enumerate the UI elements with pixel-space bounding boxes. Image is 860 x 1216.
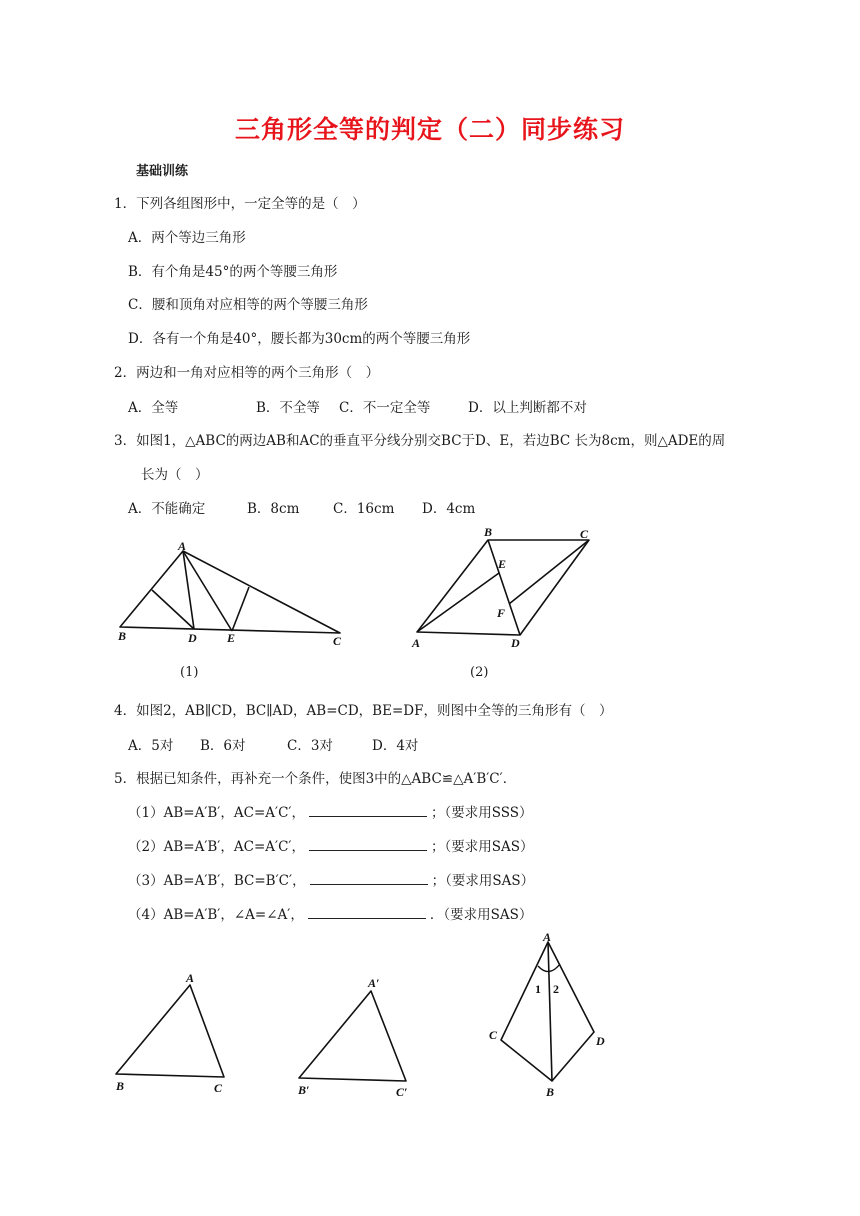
- q5-item-4-end: ．: [429, 907, 444, 923]
- q5-item-3-end: ；: [431, 873, 446, 889]
- q4-option-c: C．3对: [287, 738, 333, 754]
- q5-item-2-end: ；: [430, 839, 445, 855]
- q4-option-b: B．6对: [200, 738, 246, 754]
- q4-option-d: D．4对: [372, 738, 419, 754]
- fig1-label-b: B: [118, 629, 127, 643]
- q3-option-b: B．8cm: [247, 501, 300, 517]
- q3-option-c: C．16cm: [333, 501, 395, 517]
- q2-stem: 2．两边和一角对应相等的两个三角形（ ）: [114, 365, 380, 381]
- q2-option-d: D．以上判断都不对: [468, 400, 587, 416]
- fig2-label-d: D: [511, 636, 520, 650]
- q1-stem: 1．下列各组图形中，一定全等的是（ ）: [114, 196, 366, 212]
- q2-option-c: C．不一定全等: [339, 400, 431, 416]
- fig3b-label-a: A′: [368, 976, 380, 990]
- q4-stem: 4．如图2，AB∥CD，BC∥AD，AB=CD，BE=DF，则图中全等的三角形有（ ）: [114, 703, 613, 719]
- page-title: 三角形全等的判定（二）同步练习: [234, 115, 625, 144]
- fig3c-kite: [501, 942, 594, 1081]
- q5-item-1-condition: （1）AB=A′B′，AC=A′C′，: [128, 805, 305, 821]
- fig3c-label-d: D: [596, 1034, 605, 1048]
- q5-item-4-requirement: （要求用SAS）: [443, 907, 533, 923]
- q2-option-a: A．全等: [128, 400, 179, 416]
- q1-option-b: B．有个角是45°的两个等腰三角形: [128, 264, 338, 280]
- fig3b-label-c: C′: [396, 1085, 408, 1099]
- fig3c-label-c: C: [489, 1028, 498, 1042]
- q5-item-1-requirement: （要求用SSS）: [444, 805, 533, 821]
- fig1-label-e: E: [227, 631, 236, 645]
- fig3a-label-b: B: [116, 1079, 125, 1093]
- q3-option-d: D．4cm: [422, 501, 476, 517]
- fig3c-angle-2: 2: [553, 982, 559, 996]
- fig3a-label-a: A: [186, 971, 195, 985]
- fig2-caption: (2): [470, 665, 489, 680]
- q5-item-2-requirement: （要求用SAS）: [444, 839, 534, 855]
- fig3c-label-a: A: [543, 930, 552, 944]
- q4-option-a: A．5对: [128, 738, 174, 754]
- fig3a-label-c: C: [214, 1081, 223, 1095]
- q5-stem: 5．根据已知条件，再补充一个条件，使图3中的△ABC≌△A′B′C′．: [114, 771, 517, 787]
- q1-option-a: A．两个等边三角形: [128, 230, 246, 246]
- fig3b-label-b: B′: [298, 1083, 310, 1097]
- q5-item-2-condition: （2）AB=A′B′，AC=A′C′，: [128, 839, 305, 855]
- fig1-label-d: D: [188, 631, 197, 645]
- fig3c-line-ab: [548, 942, 552, 1081]
- section-heading: 基础训练: [136, 164, 189, 179]
- q5-item-3-condition: （3）AB=A′B′，BC=B′C′，: [128, 873, 306, 889]
- q3-option-a: A．不能确定: [128, 501, 206, 517]
- fig2-label-b: B: [484, 525, 493, 539]
- fig2-label-f: F: [497, 606, 506, 620]
- fig1-caption: (1): [180, 665, 199, 680]
- q1-option-c: C．腰和顶角对应相等的两个等腰三角形: [128, 297, 368, 313]
- fig2-label-a: A: [412, 636, 421, 650]
- fig1-label-c: C: [333, 634, 342, 648]
- q5-item-3-requirement: （要求用SAS）: [445, 873, 535, 889]
- q2-option-b: B．不全等: [256, 400, 320, 416]
- fig2-label-c: C: [580, 527, 589, 541]
- q5-item-4-condition: （4）AB=A′B′，∠A=∠A′，: [128, 907, 304, 923]
- q3-stem-line1: 3．如图1，△ABC的两边AB和AC的垂直平分线分别交BC于D、E，若边BC 长为8cm，则△ADE的周: [114, 433, 726, 449]
- fig2-label-e: E: [498, 557, 507, 571]
- q3-stem-line2: 长为（ ）: [141, 467, 209, 483]
- fig1-label-a: A: [178, 539, 187, 553]
- fig3c-angle-1: 1: [535, 982, 541, 996]
- q1-option-d: D．各有一个角是40°，腰长都为30cm的两个等腰三角形: [128, 331, 471, 347]
- fig3c-label-b: B: [546, 1085, 555, 1099]
- q5-item-1-end: ；: [430, 805, 445, 821]
